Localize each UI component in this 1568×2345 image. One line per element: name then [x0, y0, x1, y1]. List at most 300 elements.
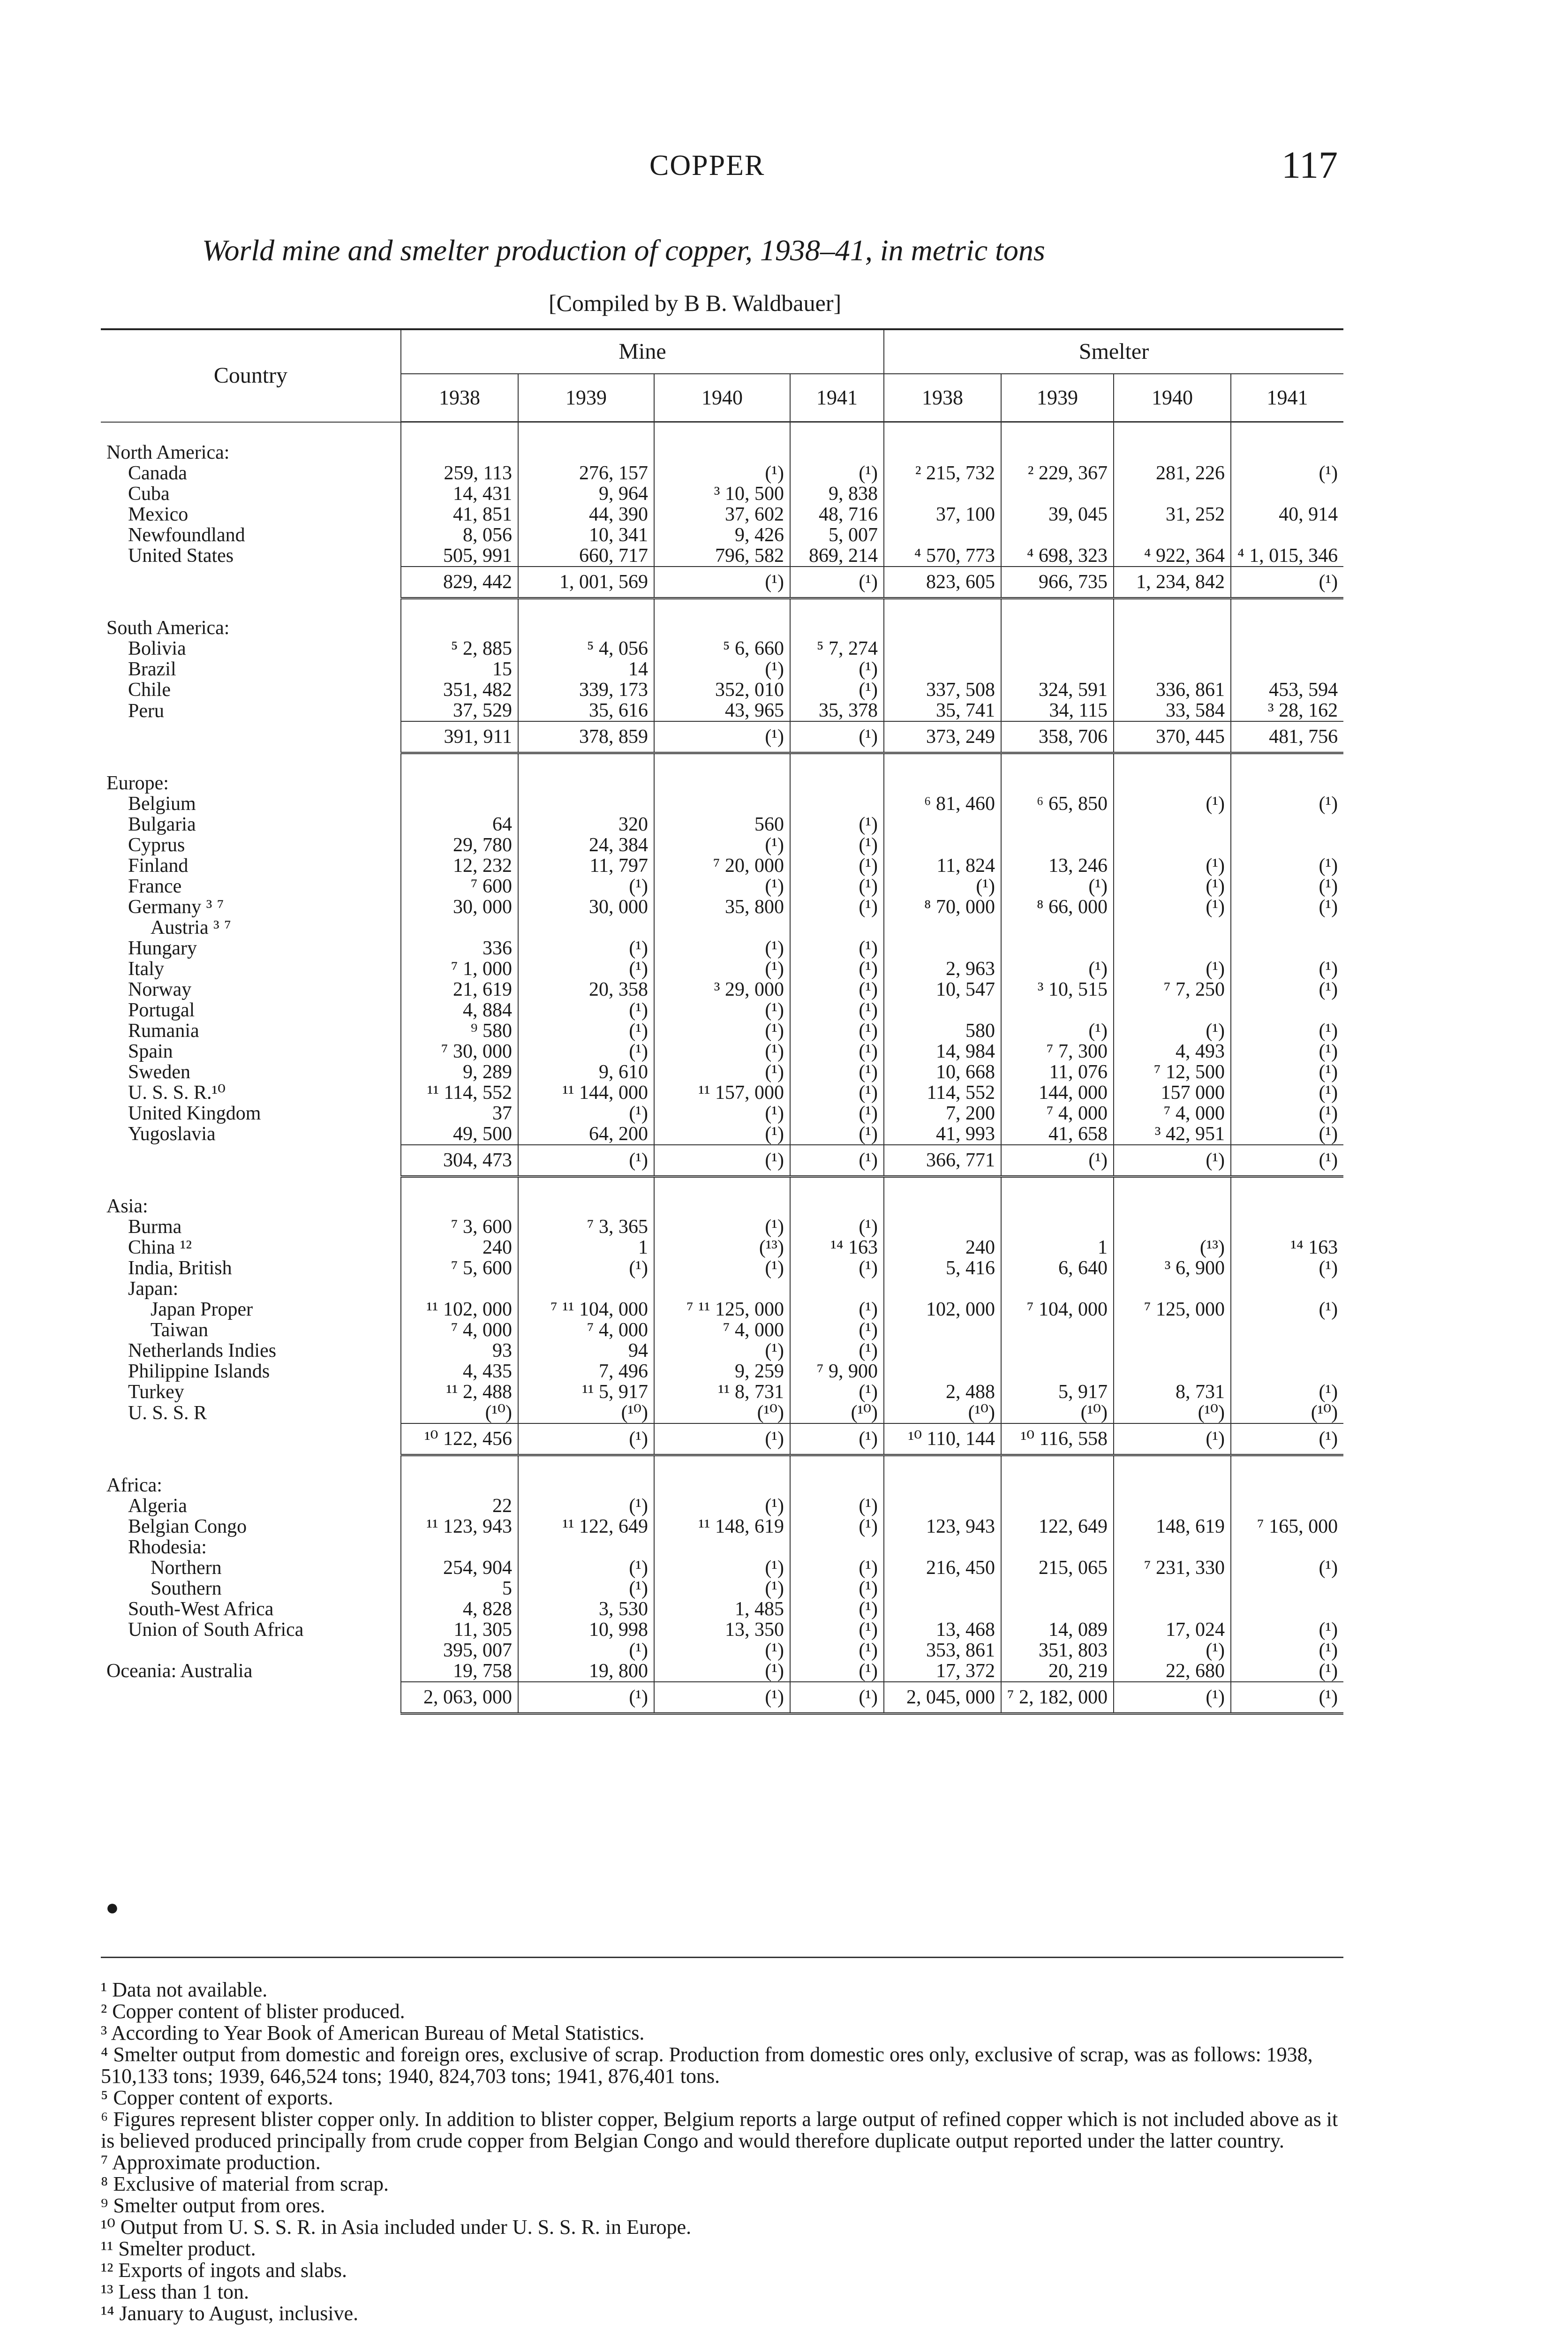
- table-bottom-rule: [101, 1957, 1343, 1958]
- country-label: Belgian Congo: [101, 1516, 401, 1537]
- country-label: Hungary: [101, 938, 401, 959]
- value-cell: [518, 753, 654, 794]
- value-cell: 660, 717: [518, 545, 654, 567]
- value-cell: (¹): [1114, 897, 1231, 917]
- value-cell: (¹): [518, 1496, 654, 1516]
- table-row: [101, 1320, 1343, 1340]
- value-cell: [1231, 1278, 1343, 1299]
- value-cell: 580: [884, 1021, 1001, 1041]
- value-cell: 41, 993: [884, 1124, 1001, 1145]
- value-cell: ⁷ 9, 900: [790, 1361, 884, 1382]
- value-cell: 829, 442: [401, 567, 518, 598]
- value-cell: ¹¹ 144, 000: [518, 1082, 654, 1103]
- value-cell: [1231, 835, 1343, 855]
- value-cell: ³ 10, 500: [654, 484, 790, 504]
- value-cell: 11, 797: [518, 855, 654, 876]
- value-cell: [654, 1455, 790, 1496]
- table-row: [101, 1258, 1343, 1278]
- value-cell: 353, 861: [884, 1640, 1001, 1661]
- value-cell: [1231, 1537, 1343, 1558]
- value-cell: 1: [1001, 1237, 1114, 1258]
- country-label: Peru: [101, 700, 401, 721]
- value-cell: (¹): [518, 1041, 654, 1062]
- value-cell: [1114, 598, 1231, 638]
- value-cell: (¹⁰): [884, 1402, 1001, 1423]
- value-cell: 19, 800: [518, 1661, 654, 1682]
- value-cell: [1001, 1578, 1114, 1599]
- value-cell: (¹): [1114, 1640, 1231, 1661]
- value-cell: ⁴ 698, 323: [1001, 545, 1114, 567]
- value-cell: 352, 010: [654, 680, 790, 700]
- value-cell: ⁵ 7, 274: [790, 638, 884, 659]
- value-cell: 1, 485: [654, 1599, 790, 1619]
- value-cell: [1001, 753, 1114, 794]
- value-cell: (¹): [1231, 463, 1343, 484]
- value-cell: ¹⁰ 116, 558: [1001, 1423, 1114, 1455]
- table-row: [101, 1599, 1343, 1619]
- value-cell: 9, 259: [654, 1361, 790, 1382]
- value-cell: 9, 838: [790, 484, 884, 504]
- footnotes: [101, 1979, 1343, 2324]
- country-label: Spain: [101, 1041, 401, 1062]
- value-cell: 19, 758: [401, 1661, 518, 1682]
- value-cell: (¹): [1231, 876, 1343, 897]
- value-cell: (¹): [654, 1496, 790, 1516]
- value-cell: ⁶ 65, 850: [1001, 794, 1114, 814]
- value-cell: 869, 214: [790, 545, 884, 567]
- value-cell: (¹⁰): [1001, 1402, 1114, 1423]
- value-cell: [1231, 1000, 1343, 1021]
- value-cell: [1114, 1537, 1231, 1558]
- table-row: [101, 1578, 1343, 1599]
- value-cell: 240: [884, 1237, 1001, 1258]
- table-row: [101, 1558, 1343, 1578]
- value-cell: [884, 1537, 1001, 1558]
- country-label: Philippine Islands: [101, 1361, 401, 1382]
- value-cell: [1114, 835, 1231, 855]
- value-cell: (¹): [790, 1145, 884, 1177]
- value-cell: [401, 794, 518, 814]
- year-header: 1939: [518, 374, 654, 422]
- value-cell: ¹⁰ 110, 144: [884, 1423, 1001, 1455]
- value-cell: ⁷ 600: [401, 876, 518, 897]
- value-cell: 13, 468: [884, 1619, 1001, 1640]
- value-cell: 22, 680: [1114, 1661, 1231, 1682]
- footnote: ¹ Data not available.: [101, 1978, 268, 2001]
- value-cell: (¹): [518, 938, 654, 959]
- value-cell: [1114, 1578, 1231, 1599]
- value-cell: 37, 100: [884, 504, 1001, 525]
- value-cell: (¹): [1231, 1299, 1343, 1320]
- value-cell: (¹): [654, 876, 790, 897]
- value-cell: (¹): [1231, 1661, 1343, 1682]
- table-row: [101, 700, 1343, 721]
- country-label: Italy: [101, 959, 401, 979]
- value-cell: 1, 234, 842: [1114, 567, 1231, 598]
- value-cell: (¹): [1114, 1423, 1231, 1455]
- value-cell: (¹): [790, 1558, 884, 1578]
- region-row: [101, 598, 1343, 638]
- value-cell: 94: [518, 1340, 654, 1361]
- value-cell: (¹): [790, 876, 884, 897]
- country-label: Germany ³ ⁷: [101, 897, 401, 917]
- value-cell: [1114, 1217, 1231, 1237]
- value-cell: 8, 056: [401, 525, 518, 545]
- value-cell: (¹): [518, 1423, 654, 1455]
- value-cell: 20, 219: [1001, 1661, 1114, 1682]
- footnote: ¹³ Less than 1 ton.: [101, 2280, 249, 2303]
- country-label: India, British: [101, 1258, 401, 1278]
- value-cell: [884, 814, 1001, 835]
- value-cell: (¹): [790, 1258, 884, 1278]
- footnote: ⁸ Exclusive of material from scrap.: [101, 2172, 389, 2195]
- country-label: Taiwan: [101, 1320, 401, 1340]
- value-cell: [401, 1455, 518, 1496]
- value-cell: ² 229, 367: [1001, 463, 1114, 484]
- value-cell: ⁷ 231, 330: [1114, 1558, 1231, 1578]
- value-cell: (¹): [790, 1217, 884, 1237]
- value-cell: [1114, 422, 1231, 463]
- value-cell: (¹): [790, 1041, 884, 1062]
- value-cell: [1114, 638, 1231, 659]
- bullet-mark: ●: [106, 1895, 119, 1920]
- value-cell: 2, 045, 000: [884, 1682, 1001, 1714]
- table-row: [101, 794, 1343, 814]
- value-cell: 337, 508: [884, 680, 1001, 700]
- value-cell: (¹): [654, 1640, 790, 1661]
- country-label: Mexico: [101, 504, 401, 525]
- footnote: ⁴ Smelter output from domestic and foreign ores, exclusive of scrap. Production from domestic ores only, exclusive of scrap, was as follows: 1938, 510,133 tons; 1939, 646,524 tons; 1940, 824,703 tons; 1941, 876,401 tons.: [101, 2043, 1313, 2088]
- footnote: ¹² Exports of ingots and slabs.: [101, 2259, 347, 2282]
- value-cell: 41, 658: [1001, 1124, 1114, 1145]
- value-cell: (¹): [1114, 794, 1231, 814]
- smelter-header: Smelter: [884, 330, 1343, 374]
- value-cell: 358, 706: [1001, 721, 1114, 753]
- value-cell: [1001, 917, 1114, 938]
- value-cell: (¹): [790, 979, 884, 1000]
- value-cell: (¹): [1231, 1082, 1343, 1103]
- value-cell: [401, 598, 518, 638]
- country-label: Japan Proper: [101, 1299, 401, 1320]
- value-cell: (¹): [1114, 959, 1231, 979]
- value-cell: [1231, 753, 1343, 794]
- value-cell: 14: [518, 659, 654, 680]
- year-header: 1938: [401, 374, 518, 422]
- footnote: ¹⁰ Output from U. S. S. R. in Asia included under U. S. S. R. in Europe.: [101, 2216, 692, 2239]
- country-label: Finland: [101, 855, 401, 876]
- value-cell: [401, 422, 518, 463]
- value-cell: ⁷ 7, 250: [1114, 979, 1231, 1000]
- value-cell: (¹): [790, 855, 884, 876]
- value-cell: 276, 157: [518, 463, 654, 484]
- value-cell: 14, 984: [884, 1041, 1001, 1062]
- value-cell: ⁵ 4, 056: [518, 638, 654, 659]
- value-cell: [518, 1537, 654, 1558]
- value-cell: [1231, 525, 1343, 545]
- value-cell: 259, 113: [401, 463, 518, 484]
- subtotal-row: [101, 567, 1343, 598]
- country-label: [101, 1145, 401, 1177]
- value-cell: [884, 938, 1001, 959]
- value-cell: (¹): [790, 1124, 884, 1145]
- footnote: ⁹ Smelter output from ores.: [101, 2194, 325, 2217]
- table-row: [101, 979, 1343, 1000]
- value-cell: (¹): [518, 876, 654, 897]
- table-row: [101, 638, 1343, 659]
- value-cell: [1001, 938, 1114, 959]
- value-cell: [790, 1278, 884, 1299]
- value-cell: ⁵ 2, 885: [401, 638, 518, 659]
- country-label: U. S. S. R: [101, 1402, 401, 1423]
- value-cell: (¹): [654, 938, 790, 959]
- value-cell: 3, 530: [518, 1599, 654, 1619]
- value-cell: 240: [401, 1237, 518, 1258]
- table-row: [101, 1021, 1343, 1041]
- value-cell: 64, 200: [518, 1124, 654, 1145]
- year-header: 1940: [654, 374, 790, 422]
- value-cell: ³ 28, 162: [1231, 700, 1343, 721]
- value-cell: [1001, 1537, 1114, 1558]
- table-row: [101, 959, 1343, 979]
- value-cell: [654, 422, 790, 463]
- value-cell: [1231, 1496, 1343, 1516]
- table-row: [101, 1217, 1343, 1237]
- table-title: World mine and smelter production of copper, 1938–41, in metric tons: [202, 234, 1045, 267]
- subtotal-row: [101, 721, 1343, 753]
- value-cell: (¹): [1001, 1145, 1114, 1177]
- value-cell: 10, 547: [884, 979, 1001, 1000]
- footnote: ⁷ Approximate production.: [101, 2151, 321, 2174]
- value-cell: ⁸ 70, 000: [884, 897, 1001, 917]
- value-cell: ⁶ 81, 460: [884, 794, 1001, 814]
- value-cell: 4, 884: [401, 1000, 518, 1021]
- value-cell: (¹): [790, 938, 884, 959]
- value-cell: 5, 416: [884, 1258, 1001, 1278]
- value-cell: [1231, 638, 1343, 659]
- value-cell: 34, 115: [1001, 700, 1114, 721]
- value-cell: [884, 1340, 1001, 1361]
- value-cell: [1114, 1278, 1231, 1299]
- country-label: China ¹²: [101, 1237, 401, 1258]
- value-cell: 373, 249: [884, 721, 1001, 753]
- country-header: Country: [101, 330, 401, 422]
- value-cell: [884, 638, 1001, 659]
- value-cell: [1001, 1000, 1114, 1021]
- value-cell: (¹): [654, 959, 790, 979]
- value-cell: [1231, 1455, 1343, 1496]
- value-cell: (¹): [1231, 1558, 1343, 1578]
- value-cell: 7, 496: [518, 1361, 654, 1382]
- value-cell: 5: [401, 1578, 518, 1599]
- value-cell: 2, 488: [884, 1382, 1001, 1402]
- value-cell: ³ 10, 515: [1001, 979, 1114, 1000]
- value-cell: 304, 473: [401, 1145, 518, 1177]
- value-cell: [790, 422, 884, 463]
- region-label: Europe:: [101, 753, 401, 794]
- value-cell: 2, 963: [884, 959, 1001, 979]
- value-cell: [1001, 1455, 1114, 1496]
- region-row: [101, 753, 1343, 794]
- table-row: [101, 1361, 1343, 1382]
- table-row: [101, 1661, 1343, 1682]
- value-cell: (¹): [790, 1062, 884, 1082]
- table-row: [101, 659, 1343, 680]
- value-cell: 15: [401, 659, 518, 680]
- value-cell: [1001, 1278, 1114, 1299]
- value-cell: [790, 794, 884, 814]
- value-cell: ⁷ 104, 000: [1001, 1299, 1114, 1320]
- value-cell: [1001, 1361, 1114, 1382]
- value-cell: [884, 1578, 1001, 1599]
- value-cell: 370, 445: [1114, 721, 1231, 753]
- value-cell: (¹): [654, 1423, 790, 1455]
- value-cell: [790, 1537, 884, 1558]
- value-cell: [884, 598, 1001, 638]
- value-cell: (¹): [790, 1103, 884, 1124]
- value-cell: (¹): [790, 463, 884, 484]
- value-cell: (¹): [790, 1340, 884, 1361]
- value-cell: 339, 173: [518, 680, 654, 700]
- table-row: [101, 1640, 1343, 1661]
- value-cell: ⁷ 4, 000: [1114, 1103, 1231, 1124]
- value-cell: [518, 1278, 654, 1299]
- value-cell: [1001, 835, 1114, 855]
- value-cell: ⁸ 66, 000: [1001, 897, 1114, 917]
- value-cell: 29, 780: [401, 835, 518, 855]
- value-cell: [1001, 422, 1114, 463]
- value-cell: (¹): [790, 959, 884, 979]
- value-cell: (¹): [1231, 897, 1343, 917]
- value-cell: 215, 065: [1001, 1558, 1114, 1578]
- value-cell: [884, 525, 1001, 545]
- value-cell: (¹): [654, 1103, 790, 1124]
- value-cell: [1001, 598, 1114, 638]
- value-cell: [790, 753, 884, 794]
- footnote: ⁶ Figures represent blister copper only. In addition to blister copper, Belgium reports a large output of refined copper which is not included above as it is believed produced principally from crude copper from Belgian Congo and would therefore duplicate output reported under the latter country.: [101, 2108, 1338, 2152]
- value-cell: (¹): [1231, 979, 1343, 1000]
- value-cell: [1231, 938, 1343, 959]
- value-cell: [401, 1278, 518, 1299]
- value-cell: ⁷ 4, 000: [1001, 1103, 1114, 1124]
- value-cell: [884, 422, 1001, 463]
- country-label: Canada: [101, 463, 401, 484]
- value-cell: (¹): [654, 1041, 790, 1062]
- value-cell: [884, 1000, 1001, 1021]
- value-cell: (¹⁰): [518, 1402, 654, 1423]
- value-cell: (¹): [1231, 1021, 1343, 1041]
- value-cell: 216, 450: [884, 1558, 1001, 1578]
- country-label: U. S. S. R.¹⁰: [101, 1082, 401, 1103]
- footnote: ² Copper content of blister produced.: [101, 2000, 405, 2023]
- value-cell: 39, 045: [1001, 504, 1114, 525]
- value-cell: [790, 1455, 884, 1496]
- value-cell: 37, 529: [401, 700, 518, 721]
- value-cell: [884, 1496, 1001, 1516]
- value-cell: 5, 007: [790, 525, 884, 545]
- value-cell: (¹⁰): [401, 1402, 518, 1423]
- region-label: North America:: [101, 422, 401, 463]
- value-cell: 123, 943: [884, 1516, 1001, 1537]
- value-cell: 35, 378: [790, 700, 884, 721]
- value-cell: [654, 1537, 790, 1558]
- region-row: [101, 422, 1343, 463]
- value-cell: (¹): [790, 659, 884, 680]
- value-cell: 378, 859: [518, 721, 654, 753]
- value-cell: 37, 602: [654, 504, 790, 525]
- value-cell: ¹¹ 2, 488: [401, 1382, 518, 1402]
- value-cell: (¹): [790, 680, 884, 700]
- country-label: Algeria: [101, 1496, 401, 1516]
- region-label: South America:: [101, 598, 401, 638]
- table-row: [101, 680, 1343, 700]
- value-cell: [1114, 1496, 1231, 1516]
- value-cell: [1001, 1320, 1114, 1340]
- value-cell: ⁷ 1, 000: [401, 959, 518, 979]
- value-cell: 4, 435: [401, 1361, 518, 1382]
- table-row: [101, 504, 1343, 525]
- value-cell: [1114, 659, 1231, 680]
- value-cell: [1001, 1217, 1114, 1237]
- value-cell: ¹¹ 8, 731: [654, 1382, 790, 1402]
- value-cell: (¹): [1114, 855, 1231, 876]
- value-cell: 560: [654, 814, 790, 835]
- table-row: [101, 1402, 1343, 1423]
- value-cell: 2, 063, 000: [401, 1682, 518, 1714]
- value-cell: (¹): [1231, 1423, 1343, 1455]
- value-cell: 281, 226: [1114, 463, 1231, 484]
- value-cell: (¹): [518, 1640, 654, 1661]
- value-cell: (¹): [1231, 794, 1343, 814]
- value-cell: [884, 1278, 1001, 1299]
- table-row: [101, 1082, 1343, 1103]
- table-row: [101, 897, 1343, 917]
- year-header: 1938: [884, 374, 1001, 422]
- value-cell: (¹): [1231, 1682, 1343, 1714]
- value-cell: (¹): [790, 721, 884, 753]
- value-cell: [654, 753, 790, 794]
- value-cell: (¹): [790, 1682, 884, 1714]
- value-cell: (¹): [654, 1578, 790, 1599]
- value-cell: [1114, 814, 1231, 835]
- table-row: [101, 1496, 1343, 1516]
- table-row: [101, 1062, 1343, 1082]
- value-cell: [1231, 814, 1343, 835]
- value-cell: 37: [401, 1103, 518, 1124]
- value-cell: [654, 917, 790, 938]
- value-cell: ⁷ 7, 300: [1001, 1041, 1114, 1062]
- value-cell: 144, 000: [1001, 1082, 1114, 1103]
- table-row: [101, 1537, 1343, 1558]
- year-header: 1939: [1001, 374, 1114, 422]
- value-cell: 21, 619: [401, 979, 518, 1000]
- value-cell: [1114, 917, 1231, 938]
- mine-header: Mine: [401, 330, 884, 374]
- value-cell: (¹): [654, 567, 790, 598]
- value-cell: [1231, 1176, 1343, 1217]
- value-cell: (¹): [654, 1145, 790, 1177]
- value-cell: (¹³): [654, 1237, 790, 1258]
- value-cell: ⁷ 4, 000: [518, 1320, 654, 1340]
- value-cell: 17, 372: [884, 1661, 1001, 1682]
- value-cell: (¹): [518, 1578, 654, 1599]
- country-label: Rumania: [101, 1021, 401, 1041]
- value-cell: 35, 616: [518, 700, 654, 721]
- country-label: Brazil: [101, 659, 401, 680]
- value-cell: [1231, 659, 1343, 680]
- value-cell: [1114, 1455, 1231, 1496]
- value-cell: (¹): [790, 1516, 884, 1537]
- value-cell: (¹): [1231, 1041, 1343, 1062]
